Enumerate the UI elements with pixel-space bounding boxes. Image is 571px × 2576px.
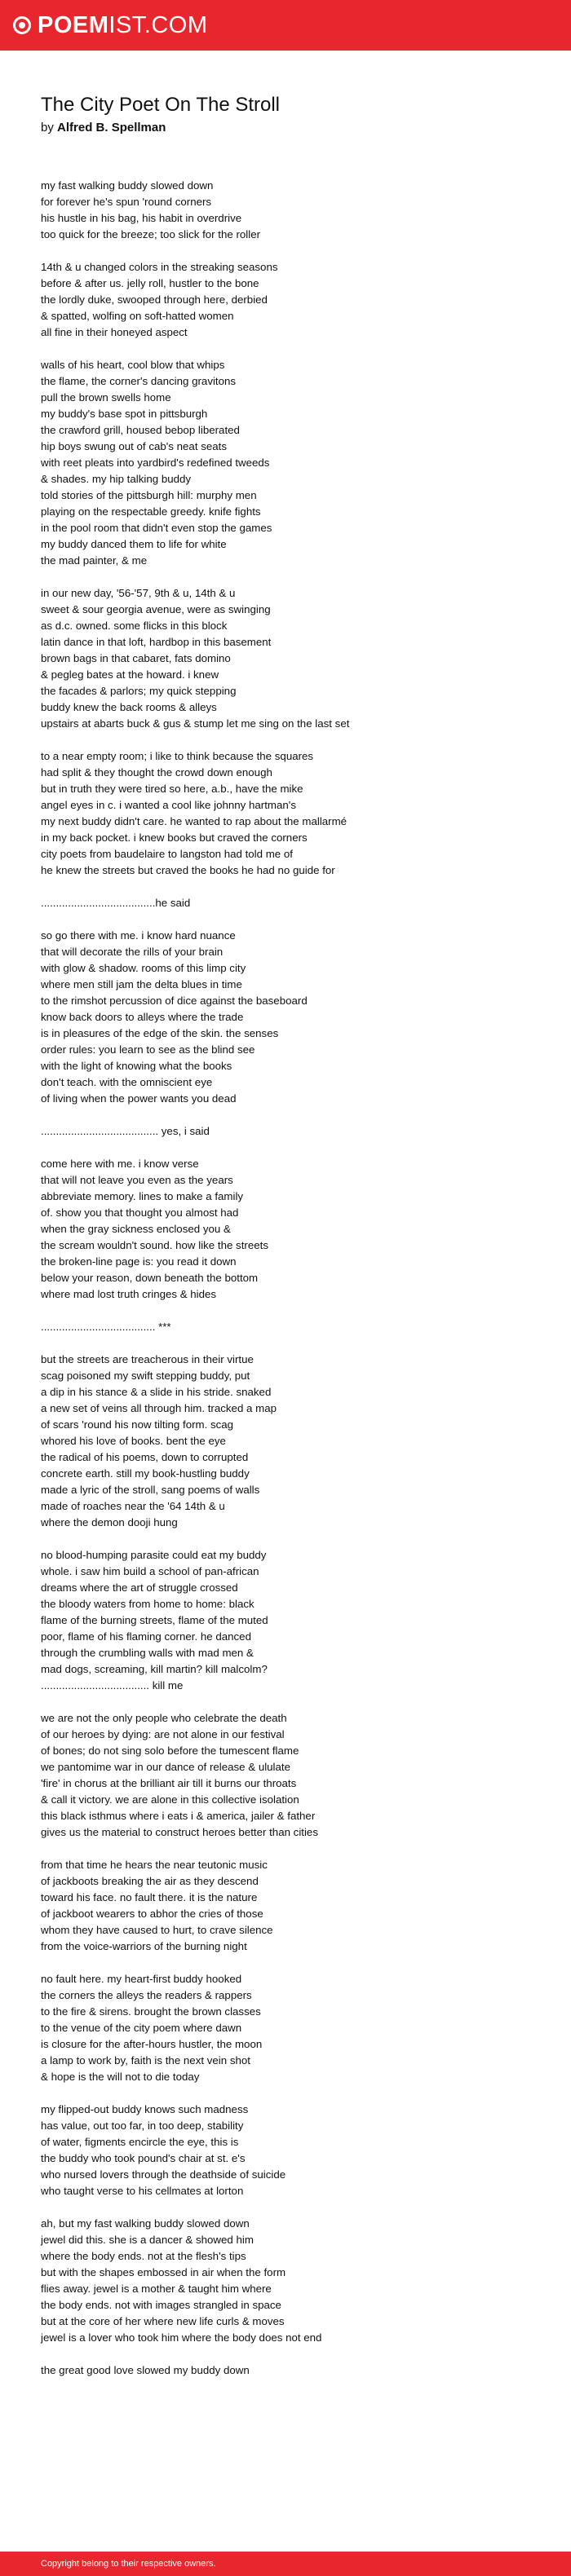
poem-line: but at the core of her where new life curls & moves <box>41 2315 285 2327</box>
poem-line: .................................... kill me <box>41 1679 184 1692</box>
poem-line: where the body ends. not at the flesh's tips <box>41 2250 246 2262</box>
poem-line: sweet & sour georgia avenue, were as swinging <box>41 603 271 615</box>
stanza <box>41 1156 538 1303</box>
poem-line: poor, flame of his flaming corner. he danced <box>41 1630 251 1643</box>
poem-line: the buddy who took pound's chair at st. e's <box>41 2152 246 2164</box>
poem-line: mad dogs, screaming, kill martin? kill malcolm? <box>41 1663 268 1675</box>
poem-line: had split & they thought the crowd down enough <box>41 766 272 779</box>
poem-line: jewel is a lover who took him where the body does not end <box>41 2331 322 2344</box>
poem-line: latin dance in that loft, hardbop in this basement <box>41 636 272 648</box>
author-link[interactable]: Alfred B. Spellman <box>57 121 166 135</box>
poem-line: his hustle in his bag, his habit in overdrive <box>41 212 242 224</box>
poem-line: & call it victory. we are alone in this collective isolation <box>41 1793 299 1806</box>
poem-line: in the pool room that didn't even stop the games <box>41 522 272 534</box>
poem-line: playing on the respectable greedy. knife fights <box>41 505 261 518</box>
poem-line: from the voice-warriors of the burning night <box>41 1940 247 1952</box>
poem-line: has value, out too far, in too deep, stability <box>41 2119 244 2132</box>
poem-line: through the crumbling walls with mad men & <box>41 1647 254 1659</box>
poem-line: so go there with me. i know hard nuance <box>41 929 236 942</box>
poem-line: the great good love slowed my buddy down <box>41 2364 250 2376</box>
poem-line: whored his love of books. bent the eye <box>41 1435 226 1447</box>
logo-circle-icon <box>13 16 31 34</box>
site-header <box>0 0 571 51</box>
poem-line: flame of the burning streets, flame of the muted <box>41 1614 268 1626</box>
poem-line: the broken-line page is: you read it down <box>41 1255 237 1268</box>
poem-line: & pegleg bates at the howard. i knew <box>41 668 219 681</box>
poem-line: for forever he's spun 'round corners <box>41 196 212 208</box>
poem-line: ......................................he said <box>41 897 191 909</box>
stanza <box>41 1710 538 1841</box>
poem-line: upstairs at abarts buck & gus & stump let me sing on the last set <box>41 717 350 730</box>
poem-line: & shades. my hip talking buddy <box>41 473 192 485</box>
stanza <box>41 1547 538 1694</box>
poem-line: come here with me. i know verse <box>41 1158 199 1170</box>
poem-line: but in truth they were tired so here, a.b., have the mike <box>41 783 303 795</box>
stanza <box>41 1352 538 1531</box>
poem-line: hip boys swung out of cab's neat seats <box>41 440 227 452</box>
stanza <box>41 1857 538 1955</box>
poem-line: ...................................... *** <box>41 1321 171 1333</box>
poem-line: my flipped-out buddy knows such madness <box>41 2103 249 2115</box>
logo-wordmark <box>38 11 208 39</box>
poem-line: is in pleasures of the edge of the skin. the senses <box>41 1027 279 1039</box>
poem-line: walls of his heart, cool blow that whips <box>41 359 225 371</box>
poem-line: the body ends. not with images strangled in space <box>41 2299 281 2311</box>
poem-line: of living when the power wants you dead <box>41 1092 237 1105</box>
poem-line: my buddy danced them to life for white <box>41 538 227 550</box>
poem-line: angel eyes in c. i wanted a cool like johnny hartman's <box>41 799 296 811</box>
poem-line: who nursed lovers through the deathside of suicide <box>41 2168 286 2181</box>
stanza <box>41 1123 538 1140</box>
poem-line: abbreviate memory. lines to make a family <box>41 1190 244 1202</box>
poem-line: too quick for the breeze; too slick for the roller <box>41 228 261 240</box>
logo-wordmark-light: IST.COM <box>108 12 208 38</box>
poem-line: my buddy's base spot in pittsburgh <box>41 408 208 420</box>
poem-line: of scars 'round his now tilting form. scag <box>41 1418 234 1431</box>
stanza <box>41 2102 538 2199</box>
site-footer <box>0 2552 571 2576</box>
poem-line: told stories of the pittsburgh hill: murphy men <box>41 489 257 501</box>
poem-line: whom they have caused to hurt, to crave silence <box>41 1924 273 1936</box>
poem-line: to the fire & sirens. brought the brown classes <box>41 2005 261 2018</box>
poem-line: made a lyric of the stroll, sang poems of walls <box>41 1484 260 1496</box>
poem-line: that will not leave you even as the years <box>41 1174 233 1186</box>
poem-line: this black isthmus where i eats i & america, jailer & father <box>41 1810 316 1822</box>
poem-line: in my back pocket. i knew books but craved the corners <box>41 831 308 844</box>
stanza <box>41 357 538 569</box>
poem-line: he knew the streets but craved the books he had no guide for <box>41 864 335 876</box>
poem-line: with reet pleats into yardbird's redefined tweeds <box>41 457 270 469</box>
poem-line: to the venue of the city poem where dawn <box>41 2022 242 2034</box>
poem-line: made of roaches near the '64 14th & u <box>41 1500 225 1512</box>
poem-line: order rules: you learn to see as the blind see <box>41 1043 255 1056</box>
poem-line: the bloody waters from home to home: black <box>41 1598 255 1610</box>
poem-line: but with the shapes embossed in air when the form <box>41 2266 286 2278</box>
poem-line: we pantomime war in our dance of release & ululate <box>41 1761 290 1773</box>
poem-line: below your reason, down beneath the bottom <box>41 1272 259 1284</box>
poem-line: no fault here. my heart-first buddy hooked <box>41 1973 242 1985</box>
poem-line: of bones; do not sing solo before the tumescent flame <box>41 1745 299 1757</box>
by-label: by <box>41 121 54 135</box>
poem-line: 'fire' in chorus at the brilliant air till it burns our throats <box>41 1777 297 1789</box>
poem-line: jewel did this. she is a dancer & showed him <box>41 2234 254 2246</box>
poem-line: the scream wouldn't sound. how like the streets <box>41 1239 268 1251</box>
poem-line: with the light of knowing what the books <box>41 1060 232 1072</box>
poem-line: & hope is the will not to die today <box>41 2071 200 2083</box>
stanza <box>41 585 538 732</box>
stanza <box>41 1319 538 1335</box>
poem-line: concrete earth. still my book-hustling buddy <box>41 1467 250 1480</box>
stanza <box>41 2216 538 2346</box>
poem-line: gives us the material to construct heroes better than cities <box>41 1826 318 1838</box>
stanza <box>41 895 538 911</box>
poem-line: no blood-humping parasite could eat my buddy <box>41 1549 267 1561</box>
poem-line: a lamp to work by, faith is the next vein shot <box>41 2054 250 2067</box>
poem-line: whole. i saw him build a school of pan-african <box>41 1565 259 1577</box>
poem-line: my next buddy didn't care. he wanted to rap about the mallarmé <box>41 815 347 827</box>
poem-line: the flame, the corner's dancing gravitons <box>41 375 237 387</box>
poem-line: when the gray sickness enclosed you & <box>41 1223 231 1235</box>
poem-title: The City Poet On The Stroll <box>41 94 281 116</box>
poem-line: the lordly duke, swooped through here, derbied <box>41 293 268 306</box>
logo-wordmark-bold: POEM <box>38 12 109 38</box>
poem-line: brown bags in that cabaret, fats domino <box>41 652 231 664</box>
site-logo[interactable] <box>13 11 208 39</box>
stanza <box>41 928 538 1107</box>
poem-line: the radical of his poems, down to corrupted <box>41 1451 249 1463</box>
poem-line: dreams where the art of struggle crossed <box>41 1581 238 1594</box>
poem-line: toward his face. no fault there. it is the nature <box>41 1891 258 1903</box>
poem-line: know back doors to alleys where the trade <box>41 1011 244 1023</box>
poem-line: my fast walking buddy slowed down <box>41 179 214 192</box>
poem-line: who taught verse to his cellmates at lorton <box>41 2185 244 2197</box>
poem-line: city poets from baudelaire to langston had told me of <box>41 848 293 860</box>
poem-body <box>41 178 538 2395</box>
poem-line: of jackboots breaking the air as they descend <box>41 1875 259 1887</box>
poem-line: ....................................... yes, i said <box>41 1125 210 1137</box>
poem-line: the mad painter, & me <box>41 554 148 567</box>
stanza <box>41 1971 538 2085</box>
poem-line: from that time he hears the near teutonic music <box>41 1859 268 1871</box>
stanza <box>41 748 538 879</box>
poem-line: with glow & shadow. rooms of this limp city <box>41 962 246 974</box>
poem-line: all fine in their honeyed aspect <box>41 326 188 338</box>
poem-line: where the demon dooji hung <box>41 1516 178 1528</box>
poem-line: to the rimshot percussion of dice against the baseboard <box>41 995 308 1007</box>
poem-line: flies away. jewel is a mother & taught him where <box>41 2283 272 2295</box>
poem-line: pull the brown swells home <box>41 391 171 404</box>
poem-line: ah, but my fast walking buddy slowed down <box>41 2217 250 2230</box>
poem-line: buddy knew the back rooms & alleys <box>41 701 217 713</box>
poem-line: of jackboot wearers to abhor the cries of those <box>41 1908 263 1920</box>
poem-line: as d.c. owned. some flicks in this block <box>41 620 228 632</box>
poem-line: the facades & parlors; my quick stepping <box>41 685 237 697</box>
copyright-notice: Copyright belong to their respective owners. <box>41 2559 216 2569</box>
poem-line: 14th & u changed colors in the streaking seasons <box>41 261 278 273</box>
poem-line: of water, figments encircle the eye, this is <box>41 2136 239 2148</box>
poem-line: but the streets are treacherous in their virtue <box>41 1353 254 1365</box>
poem-line: to a near empty room; i like to think because the squares <box>41 750 314 762</box>
poem-line: we are not the only people who celebrate the death <box>41 1712 287 1724</box>
poem-line: scag poisoned my swift stepping buddy, put <box>41 1370 250 1382</box>
poem-line: a new set of veins all through him. tracked a map <box>41 1402 277 1414</box>
poem-line: the crawford grill, housed bebop liberated <box>41 424 240 436</box>
author-line <box>41 120 166 136</box>
stanza <box>41 259 538 341</box>
poem-line: a dip in his stance & a slide in his stride. snaked <box>41 1386 272 1398</box>
poem-line: of our heroes by dying: are not alone in our festival <box>41 1728 285 1740</box>
poem-line: where mad lost truth cringes & hides <box>41 1288 217 1300</box>
stanza <box>41 2362 538 2379</box>
poem-line: where men still jam the delta blues in time <box>41 978 242 990</box>
poem-line: don't teach. with the omniscient eye <box>41 1076 213 1088</box>
poem-line: of. show you that thought you almost had <box>41 1206 239 1219</box>
stanza <box>41 178 538 243</box>
poem-line: before & after us. jelly roll, hustler to the bone <box>41 277 259 289</box>
poem-line: in our new day, '56-'57, 9th & u, 14th & u <box>41 587 236 599</box>
poem-line: that will decorate the rills of your brain <box>41 946 224 958</box>
poem-line: the corners the alleys the readers & rappers <box>41 1989 252 2001</box>
poem-line: & spatted, wolfing on soft-hatted women <box>41 310 234 322</box>
poem-line: is closure for the after-hours hustler, the moon <box>41 2038 263 2050</box>
